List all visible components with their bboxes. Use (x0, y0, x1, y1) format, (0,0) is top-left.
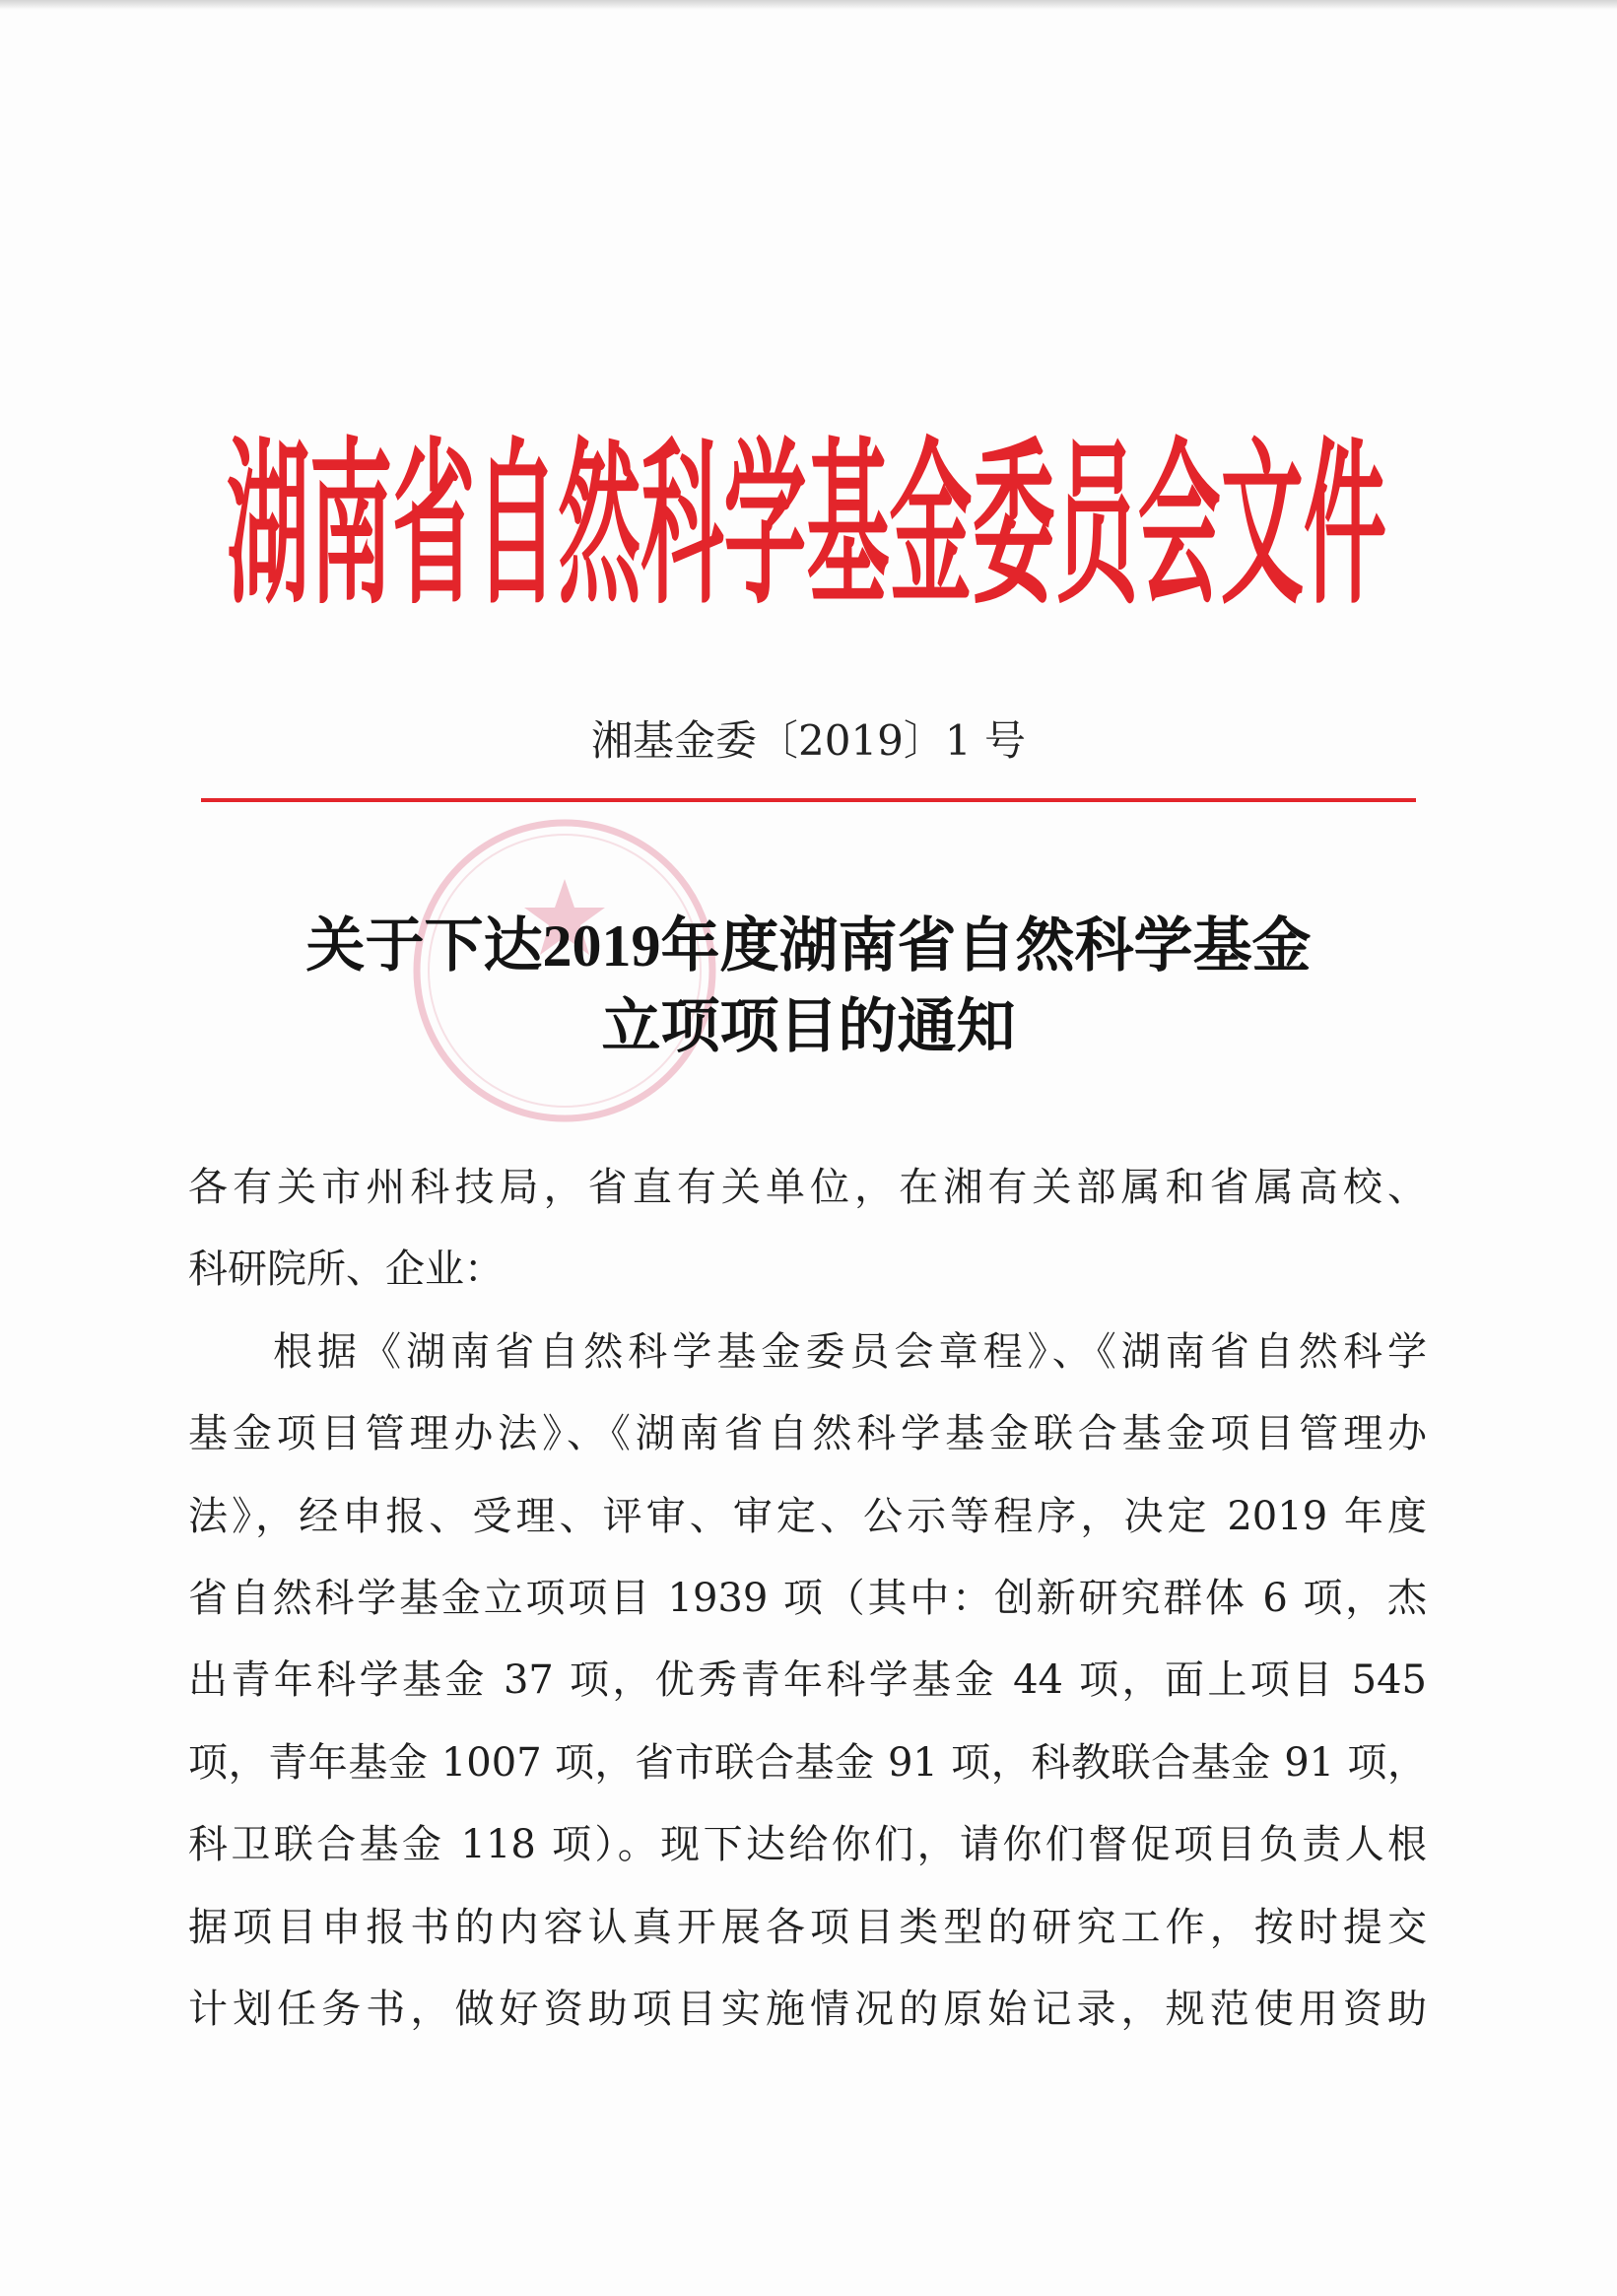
paragraph-line: 项，青年基金 1007 项，省市联合基金 91 项，科教联合基金 91 项， (188, 1739, 1427, 1786)
paragraph-line: 据项目申报书的内容认真开展各项目类型的研究工作，按时提交 (188, 1904, 1427, 1950)
paragraph-line: 计划任务书，做好资助项目实施情况的原始记录，规范使用资助 (188, 1986, 1427, 2032)
org-header-title-text: 湖南省自然科学基金委员会文件 (227, 421, 1386, 621)
document-number: 湘基金委〔2019〕1 号 (591, 716, 1026, 765)
salutation-line: 科研院所、企业： (188, 1247, 504, 1293)
notice-body (188, 1147, 1427, 2051)
paragraph-line: 基金项目管理办法》、《湖南省自然科学基金联合基金项目管理办 (188, 1411, 1427, 1457)
notice-title-line-2: 立项项目的通知 (601, 994, 1016, 1059)
paragraph-line: 法》，经申报、受理、评审、审定、公示等程序，决定 2019 年度 (188, 1493, 1427, 1539)
scan-edge (0, 0, 1617, 10)
paragraph-line: 出青年科学基金 37 项，优秀青年科学基金 44 项，面上项目 545 (188, 1657, 1427, 1704)
paragraph-line: 省自然科学基金立项项目 1939 项（其中：创新研究群体 6 项，杰 (188, 1575, 1427, 1621)
org-header-title (0, 394, 1617, 621)
paragraph-line: 科卫联合基金 118 项）。现下达给你们，请你们督促项目负责人根 (188, 1822, 1427, 1868)
salutation-line: 各有关市州科技局，省直有关单位，在湘有关部属和省属高校、 (188, 1165, 1427, 1210)
notice-title-line-1: 关于下达2019年度湖南省自然科学基金 (305, 913, 1312, 979)
paragraph-line: 根据《湖南省自然科学基金委员会章程》、《湖南省自然科学 (273, 1328, 1427, 1375)
